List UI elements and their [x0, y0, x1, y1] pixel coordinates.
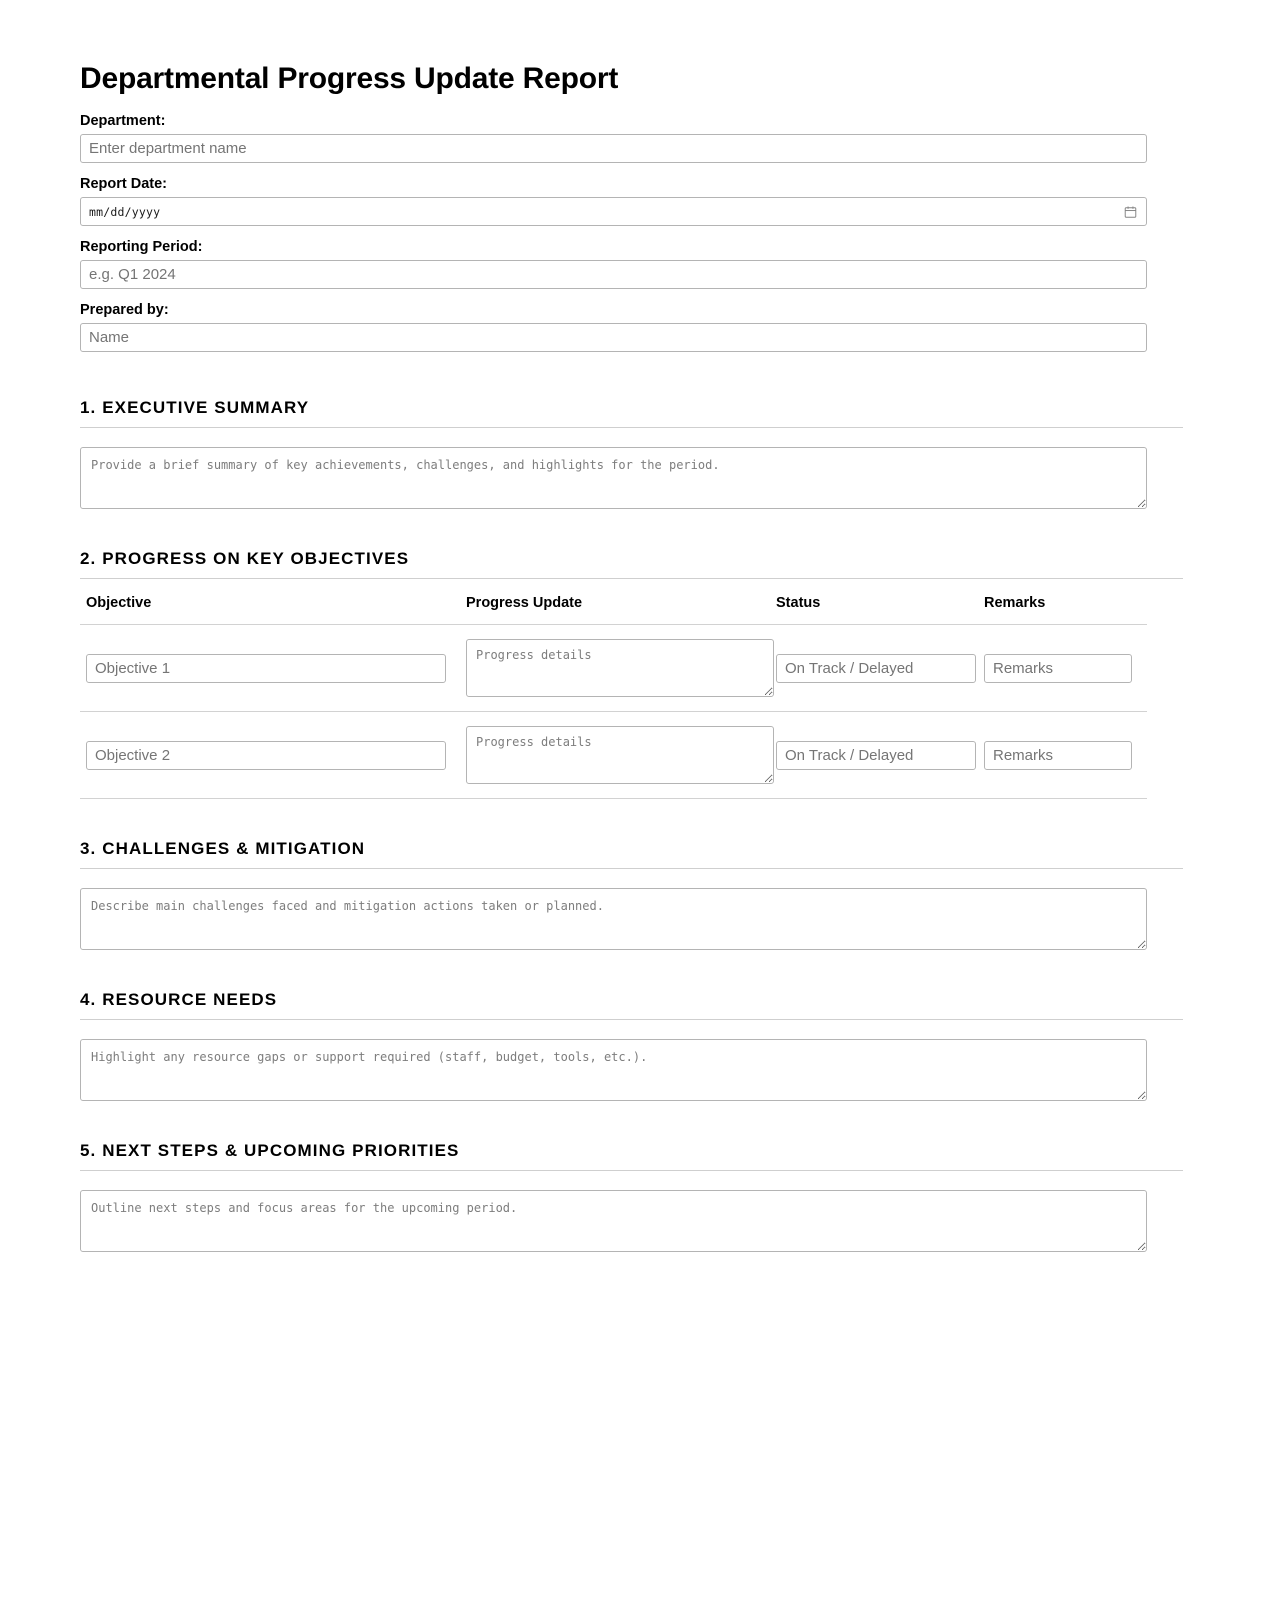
cell-progress-update	[460, 625, 770, 712]
field-report-date	[80, 176, 1183, 226]
department-input[interactable]	[80, 134, 1147, 163]
section-title-resource-needs: 4. RESOURCE NEEDS	[80, 990, 1183, 1020]
status-input-2[interactable]	[776, 741, 976, 770]
progress-update-textarea-2[interactable]	[466, 726, 774, 784]
cell-remarks	[978, 625, 1147, 712]
section-executive-summary	[80, 398, 1183, 509]
field-reporting-period	[80, 239, 1183, 289]
report-date-label: Report Date:	[80, 176, 168, 192]
prepared-by-label: Prepared by:	[80, 302, 169, 318]
cell-progress-update	[460, 712, 770, 799]
objectives-table	[80, 595, 1147, 799]
remarks-input-1[interactable]	[984, 654, 1132, 683]
table-row	[80, 712, 1147, 799]
section-challenges-and-mitigation	[80, 839, 1183, 950]
cell-objective	[80, 625, 460, 712]
next-steps-and-upcoming-priorities-textarea[interactable]	[80, 1190, 1147, 1252]
section-title-executive-summary: 1. EXECUTIVE SUMMARY	[80, 398, 1183, 428]
cell-status	[770, 712, 978, 799]
cell-remarks	[978, 712, 1147, 799]
department-label: Department:	[80, 113, 166, 129]
field-department	[80, 113, 1183, 163]
field-prepared-by	[80, 302, 1183, 352]
section-title-challenges-and-mitigation: 3. CHALLENGES & MITIGATION	[80, 839, 1183, 869]
column-header-remarks: Remarks	[978, 595, 1147, 625]
remarks-input-2[interactable]	[984, 741, 1132, 770]
section-next-steps-and-upcoming-priorities	[80, 1141, 1183, 1252]
report-date-input[interactable]	[80, 197, 1147, 226]
cell-status	[770, 625, 978, 712]
page-title: Departmental Progress Update Report	[80, 62, 619, 95]
objective-input-1[interactable]	[86, 654, 446, 683]
table-header-row	[80, 595, 1147, 625]
report-date-wrapper	[80, 197, 1147, 226]
report-date-placeholder: mm/dd/yyyy	[89, 204, 161, 219]
objective-input-2[interactable]	[86, 741, 446, 770]
section-progress-on-key-objectives	[80, 549, 1183, 799]
progress-update-textarea-1[interactable]	[466, 639, 774, 697]
section-resource-needs	[80, 990, 1183, 1101]
column-header-objective: Objective	[80, 595, 460, 625]
challenges-and-mitigation-textarea[interactable]	[80, 888, 1147, 950]
section-title-next-steps-and-upcoming-priorities: 5. NEXT STEPS & UPCOMING PRIORITIES	[80, 1141, 1183, 1171]
cell-objective	[80, 712, 460, 799]
prepared-by-input[interactable]	[80, 323, 1147, 352]
section-title-progress-on-key-objectives: 2. PROGRESS ON KEY OBJECTIVES	[80, 549, 1183, 579]
status-input-1[interactable]	[776, 654, 976, 683]
executive-summary-textarea[interactable]	[80, 447, 1147, 509]
reporting-period-label: Reporting Period:	[80, 239, 203, 255]
reporting-period-input[interactable]	[80, 260, 1147, 289]
column-header-status: Status	[770, 595, 978, 625]
column-header-progress-update: Progress Update	[460, 595, 770, 625]
table-row	[80, 625, 1147, 712]
resource-needs-textarea[interactable]	[80, 1039, 1147, 1101]
